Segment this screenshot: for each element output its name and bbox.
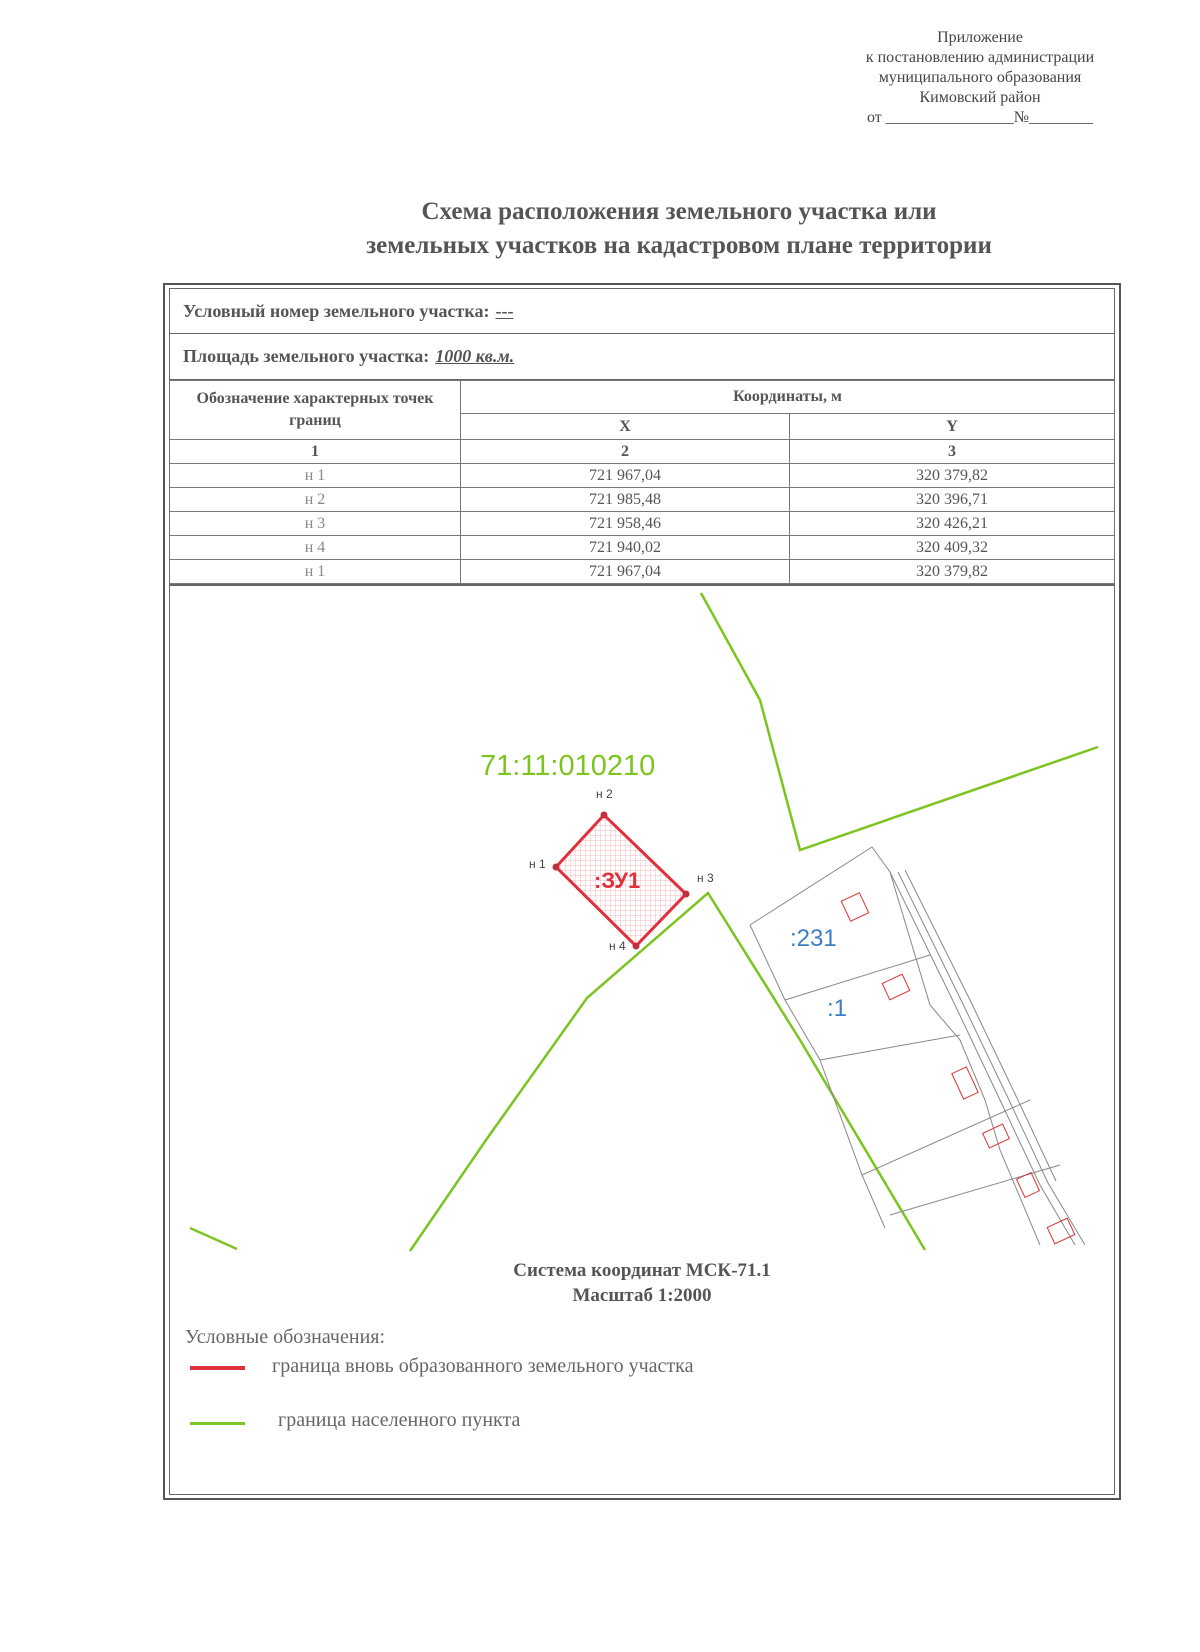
point-label-n1: н 1 xyxy=(529,857,546,871)
x-value: 721 958,46 xyxy=(461,512,790,536)
points-column-header: Обозначение характерных точек границ xyxy=(170,381,461,440)
vertex-n2 xyxy=(601,812,608,819)
header-line-municipality: муниципального образования xyxy=(878,69,1082,86)
x-value: 721 940,02 xyxy=(461,536,790,560)
map-scale: Масштаб 1:2000 xyxy=(572,1285,712,1306)
y-column-header: Y xyxy=(790,414,1115,440)
header-line-resolution: к постановлению администрации xyxy=(865,49,1095,66)
vertex-n4 xyxy=(633,943,640,950)
quarter-label: 71:11:010210 xyxy=(480,750,656,782)
buildings xyxy=(841,893,1074,1244)
point-name: н 3 xyxy=(170,512,461,536)
coordinates-header: Координаты, м xyxy=(461,381,1115,414)
column-number-3: 3 xyxy=(790,440,1115,464)
y-value: 320 409,32 xyxy=(790,536,1115,560)
plot-number-value: --- xyxy=(495,300,514,321)
plot-area-value: 1000 кв.м. xyxy=(435,346,515,366)
y-value: 320 379,82 xyxy=(790,560,1115,584)
legend-settlement-border-text: граница населенного пункта xyxy=(278,1409,521,1431)
coordinate-system: Система координат МСК-71.1 xyxy=(513,1260,771,1281)
header-line-appendix: Приложение xyxy=(937,29,1023,46)
column-number-1: 1 xyxy=(170,440,461,464)
legend-settlement-border-swatch xyxy=(190,1422,245,1425)
plot-number-label: Условный номер земельного участка: xyxy=(183,300,490,321)
title-line-2: земельных участков на кадастровом плане территории xyxy=(366,232,992,259)
point-name: н 4 xyxy=(170,536,461,560)
header-line-date-number: от ________________№________ xyxy=(866,109,1094,126)
y-value: 320 379,82 xyxy=(790,464,1115,488)
point-name: н 2 xyxy=(170,488,461,512)
legend-plot-border-swatch xyxy=(190,1366,245,1370)
x-value: 721 967,04 xyxy=(461,560,790,584)
neighbour-parcels xyxy=(750,847,1085,1245)
point-label-n2: н 2 xyxy=(596,787,613,801)
x-column-header: X xyxy=(461,414,790,440)
legend-plot-border-text: граница вновь образованного земельного участка xyxy=(272,1355,694,1377)
y-value: 320 396,71 xyxy=(790,488,1115,512)
x-value: 721 967,04 xyxy=(461,464,790,488)
vertex-n3 xyxy=(683,891,690,898)
title-line-1: Схема расположения земельного участка или xyxy=(421,198,937,225)
legend-title: Условные обозначения: xyxy=(185,1326,386,1348)
plot-area-label: Площадь земельного участка: xyxy=(183,346,430,366)
point-name: н 1 xyxy=(170,464,461,488)
x-value: 721 985,48 xyxy=(461,488,790,512)
point-label-n3: н 3 xyxy=(697,871,714,885)
plot-label: :ЗУ1 xyxy=(594,868,641,893)
vertex-n1 xyxy=(553,864,560,871)
point-name: н 1 xyxy=(170,560,461,584)
y-value: 320 426,21 xyxy=(790,512,1115,536)
header-line-district: Кимовский район xyxy=(919,89,1041,106)
parcel-label-231: :231 xyxy=(790,925,837,952)
coordinate-system-block xyxy=(169,1258,1115,1308)
column-number-2: 2 xyxy=(461,440,790,464)
parcel-label-1: :1 xyxy=(827,995,848,1022)
point-label-n4: н 4 xyxy=(609,939,626,953)
